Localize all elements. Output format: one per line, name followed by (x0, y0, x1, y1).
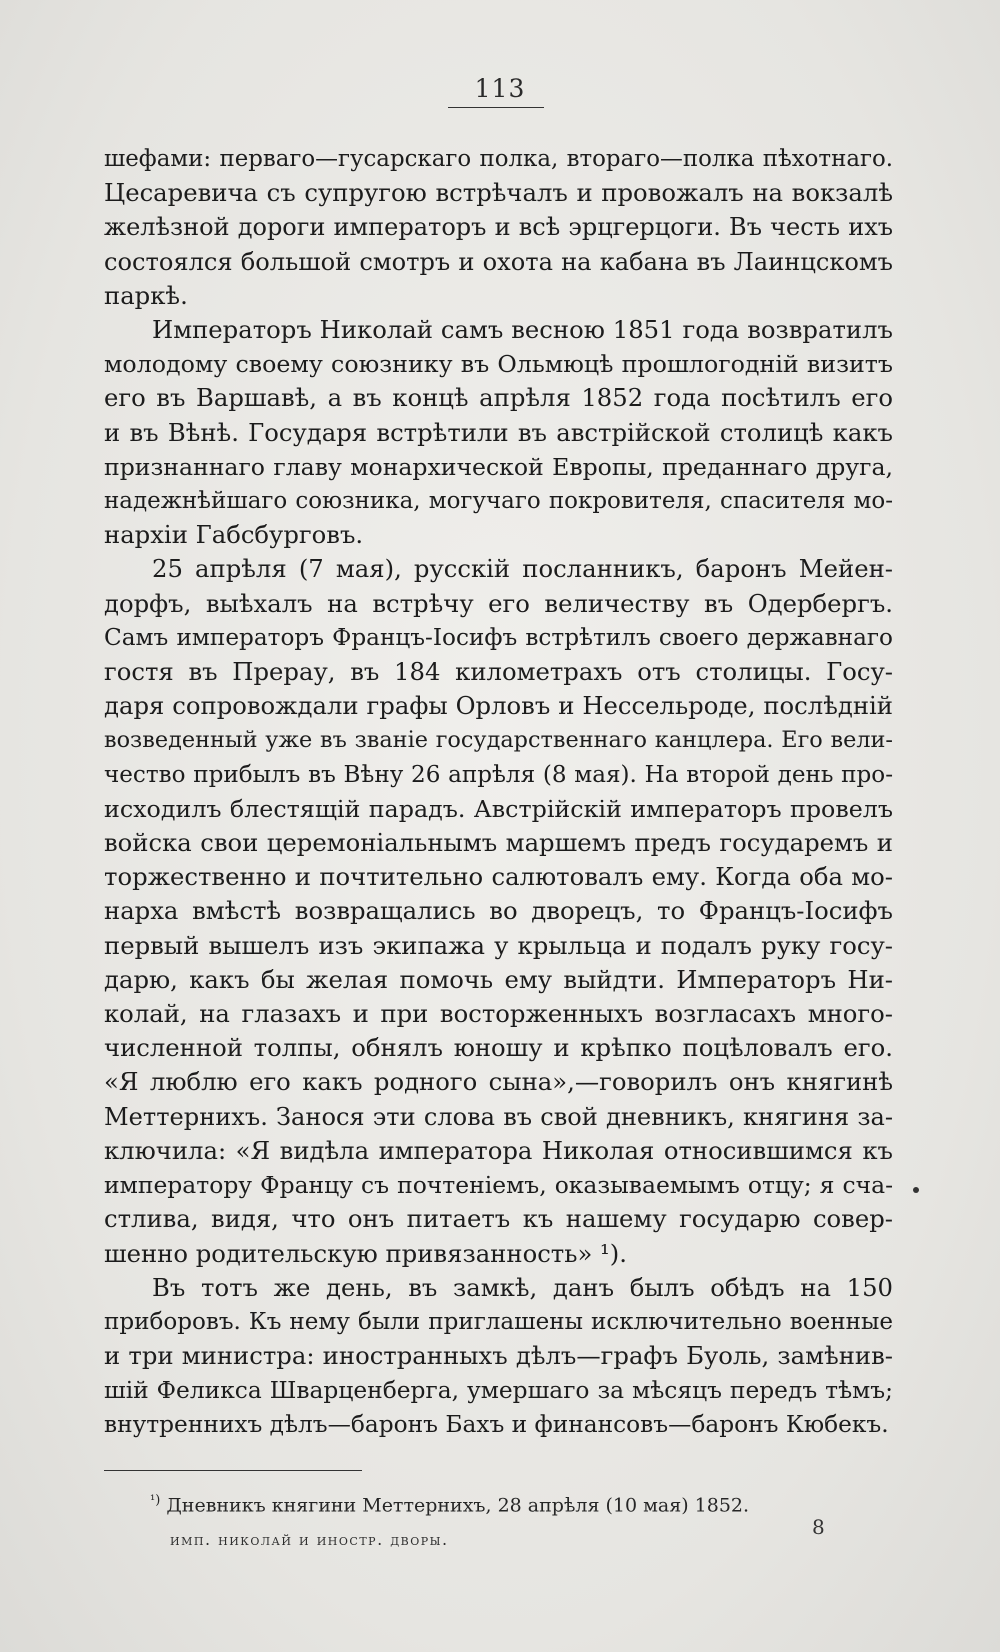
paragraph (104, 1271, 893, 1442)
text-line: возведенный уже въ званiе государственнаго канцлера. Его вели- (104, 727, 893, 754)
page-number: 113 (474, 74, 526, 103)
text-line: паркѣ. (104, 280, 188, 310)
text-line: гостя въ Прерау, въ 184 километрахъ отъ столицы. Госу- (104, 657, 893, 687)
text-line: шенно родительскую привязанность» ¹). (104, 1238, 627, 1268)
text-line: внутреннихъ дѣлъ—баронъ Бахъ и финансовъ—баронъ Кюбекъ. (104, 1410, 889, 1438)
text-line: его въ Варшавѣ, а въ концѣ апрѣля 1852 года посѣтилъ его (104, 383, 893, 413)
text-line: нарха вмѣстѣ возвращались во дворецъ, то Францъ-Iосифъ (104, 896, 893, 926)
text-line: приборовъ. Къ нему были приглашены исключительно военные (104, 1308, 893, 1335)
signature-line: имп. николай и иностр. дворы. (170, 1530, 449, 1549)
text-line: первый вышелъ изъ экипажа у крыльца и подалъ руку госу- (104, 930, 893, 960)
text-line: исходилъ блестящiй парадъ. Австрiйскiй императоръ провелъ (104, 794, 893, 823)
text-line: «Я люблю его какъ родного сына»,—говорилъ онъ княгинѣ (104, 1067, 893, 1097)
text-line: и три министра: иностранныхъ дѣлъ—графъ Буоль, замѣнив- (104, 1341, 893, 1371)
text-line: стлива, видя, что онъ питаетъ къ нашему государю совер- (104, 1204, 893, 1234)
body-text (104, 142, 893, 1442)
text-line: Цесаревича съ супругою встрѣчалъ и провожалъ на вокзалѣ (104, 178, 893, 208)
text-line: торжественно и почтительно салютовалъ ему. Когда оба мо- (104, 862, 893, 892)
text-line: состоялся большой смотръ и охота на кабана въ Лаинцскомъ (104, 247, 893, 276)
footnote-text: Дневникъ княгини Меттернихъ, 28 апрѣля (10 мая) 1852. (166, 1494, 750, 1517)
text-line: Въ тотъ же день, въ замкѣ, данъ былъ обѣдъ на 150 (152, 1272, 893, 1302)
print-speck (913, 1187, 919, 1193)
text-line: дорфъ, выѣхалъ на встрѣчу его величеству въ Одербергъ. (104, 588, 893, 618)
text-line: чество прибылъ въ Вѣну 26 апрѣля (8 мая). На второй день про- (104, 761, 893, 788)
footnote-rule (104, 1470, 362, 1471)
text-line: колай, на глазахъ и при восторженныхъ возгласахъ много- (104, 999, 893, 1029)
text-line: Меттернихъ. Занося эти слова въ свой дневникъ, княгиня за- (104, 1102, 893, 1131)
paragraph (104, 313, 893, 552)
text-line: ключила: «Я видѣла императора Николая относившимся къ (104, 1135, 893, 1165)
text-line: даря сопровождали графы Орловъ и Нессельроде, послѣднiй (104, 691, 893, 721)
text-line: желѣзной дороги императоръ и всѣ эрцгерцоги. Въ честь ихъ (104, 213, 893, 242)
text-line: дарю, какъ бы желая помочь ему выйдти. Императоръ Ни- (104, 964, 893, 994)
paragraph (104, 552, 893, 1270)
footnote (150, 1493, 749, 1516)
text-line: нархiи Габсбурговъ. (104, 520, 364, 550)
text-line: численной толпы, обнялъ юношу и крѣпко поцѣловалъ его. (104, 1033, 893, 1063)
text-line: императору Францу съ почтенiемъ, оказываемымъ отцу; я сча- (104, 1171, 893, 1200)
text-line: Самъ императоръ Францъ-Iосифъ встрѣтилъ своего державнаго (104, 624, 893, 651)
text-line: шiй Феликса Шварценберга, умершаго за мѣсяцъ передъ тѣмъ; (104, 1376, 893, 1405)
text-line: Императоръ Николай самъ весною 1851 года возвратилъ (152, 315, 893, 345)
text-line: шефами: перваго—гусарскаго полка, втораго—полка пѣхотнаго. (104, 146, 893, 172)
paragraph (104, 142, 893, 313)
text-line: признаннаго главу монархической Европы, преданнаго друга, (104, 452, 893, 481)
footnote-marker: ¹) (150, 1493, 161, 1508)
text-line: надежнѣйшаго союзника, могучаго покровителя, спасителя мо- (104, 488, 893, 515)
text-line: войска свои церемонiальнымъ маршемъ предъ государемъ и (104, 828, 893, 858)
page-number-rule (448, 107, 544, 108)
text-line: молодому своему союзнику въ Ольмюцѣ прошлогоднiй визитъ (104, 350, 893, 379)
text-line: и въ Вѣнѣ. Государя встрѣтили въ австрiйской столицѣ какъ (104, 417, 893, 447)
text-line: 25 апрѣля (7 мая), русскiй посланникъ, баронъ Мейен- (152, 554, 893, 584)
sheet-mark: 8 (812, 1515, 825, 1539)
